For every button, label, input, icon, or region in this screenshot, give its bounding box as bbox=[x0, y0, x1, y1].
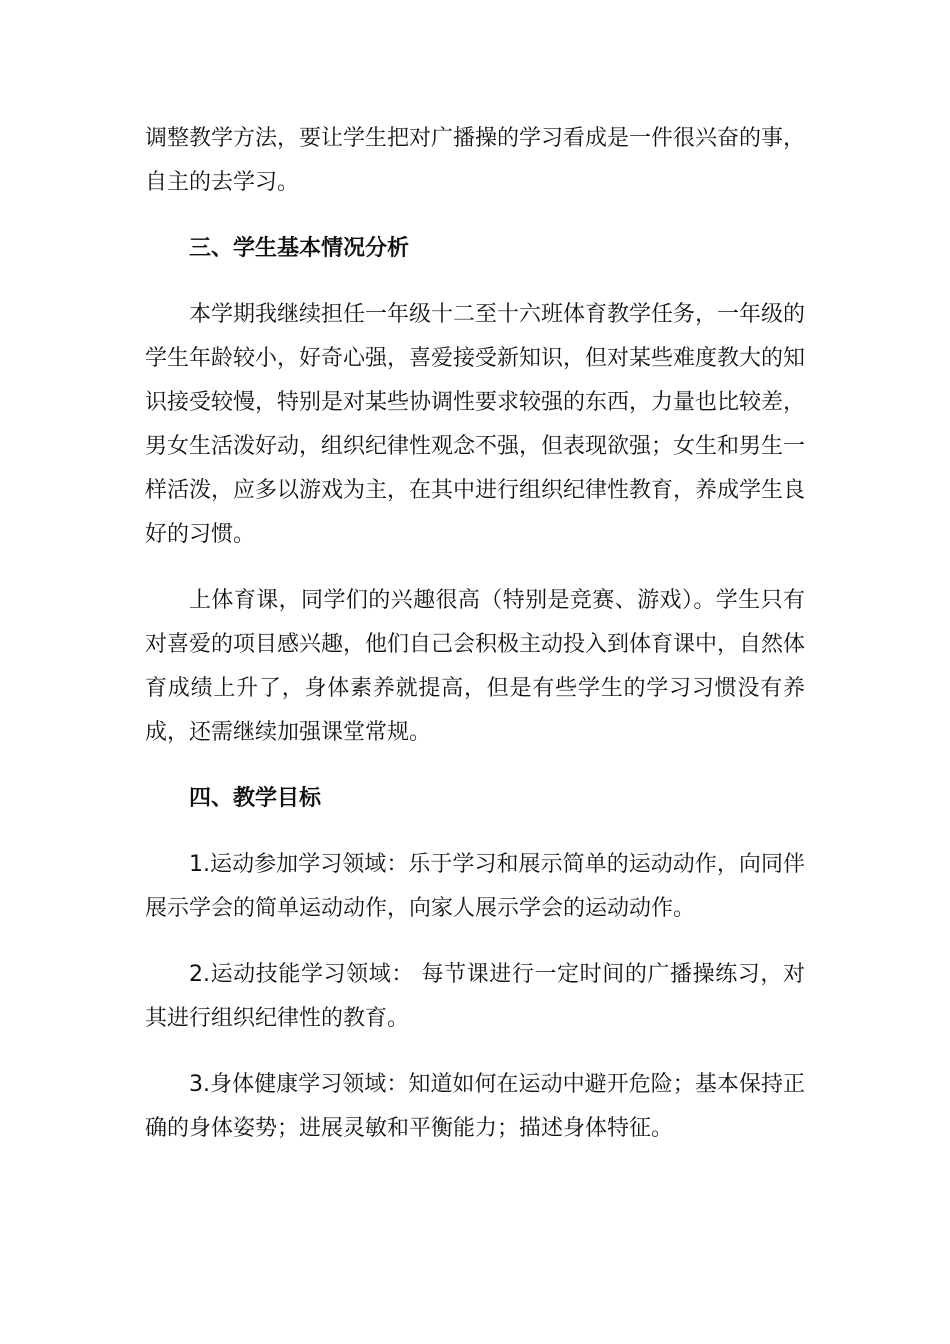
document-body bbox=[145, 117, 805, 1151]
goal-item-1: 1.运动参加学习领域：乐于学习和展示简单的运动动作，向同伴展示学会的简单运动动作，向家人展示学会的运动动作。 bbox=[145, 852, 805, 921]
paragraph-continued: 调整教学方法，要让学生把对广播操的学习看成是一件很兴奋的事，自主的去学习。 bbox=[145, 126, 806, 195]
section-heading-3: 三、学生基本情况分析 bbox=[189, 236, 410, 261]
paragraph-pe-class: 上体育课，同学们的兴趣很高（特别是竞赛、游戏）。学生只有对喜爱的项目感兴趣，他们自己会积极主动投入到体育课中，自然体育成绩上升了，身体素养就提高，但是有些学生的学习习惯没有养成，还需继续加强课堂常规。 bbox=[145, 588, 806, 745]
paragraph-student-analysis: 本学期我继续担任一年级十二至十六班体育教学任务，一年级的学生年龄较小，好奇心强，喜爱接受新知识，但对某些难度教大的知识接受较慢，特别是对某些协调性要求较强的东西，力量也比较差，男女生活泼好动，组织纪律性观念不强，但表现欲强；女生和男生一样活泼，应多以游戏为主，在其中进行组织纪律性教育，养成学生良好的习惯。 bbox=[145, 302, 806, 547]
goal-item-2: 2.运动技能学习领域： 每节课进行一定时间的广播操练习，对其进行组织纪律性的教育。 bbox=[145, 962, 805, 1031]
goal-item-3: 3.身体健康学习领域：知道如何在运动中避开危险；基本保持正确的身体姿势；进展灵敏和平衡能力；描述身体特征。 bbox=[145, 1072, 805, 1141]
section-heading-4: 四、教学目标 bbox=[189, 786, 322, 811]
